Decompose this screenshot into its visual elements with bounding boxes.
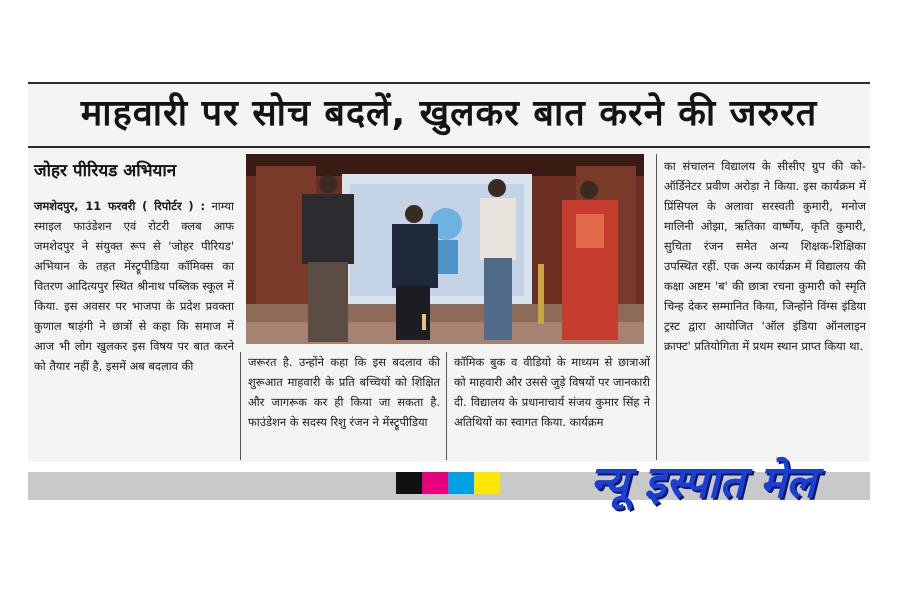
headline-rule bbox=[28, 146, 870, 148]
registration-swatch-cyan bbox=[448, 472, 474, 494]
column-divider bbox=[656, 154, 657, 460]
subheadline: जोहर पीरियड अभियान bbox=[34, 161, 177, 181]
event-photo-illustration bbox=[246, 154, 644, 344]
registration-swatch-black bbox=[396, 472, 422, 494]
article-column-2 bbox=[248, 352, 440, 460]
column-divider bbox=[240, 352, 241, 460]
masthead-logo: न्यू इस्पात मेल bbox=[590, 457, 816, 508]
column-2-text: जरूरत है. उन्होंने कहा कि इस बदलाव की शुरूआत माहवारी के प्रति बच्चियों को शिक्षित और जागरूक कर ही किया जा सकता है. फाउंडेशन के सदस्य रिशु रंजन ने मेंस्ट्रूपीडिया bbox=[248, 355, 440, 429]
column-4-text: का संचालन विद्यालय के सीसीए ग्रुप की को-ऑर्डिनेटर प्रवीण अरोड़ा ने किया. इस कार्यक्रम में प्रिंसिपल के अलावा सरस्वती कुमारी, मनोज मालिनी ओझा, ऋतिका वार्ष्णेय, कृति कुमारी, सुचिता रंजन समेत अन्य शिक्षक-शिक्षिका उपस्थित रहीं. एक अन्य कार्यक्रम में विद्यालय की कक्षा अष्टम 'ब' की छात्रा रचना कुमारी को स्मृति चिन्ह देकर सम्मानित किया, जिन्होंने विंग्स इंडिया ट्रस्ट द्वारा आयोजित 'ऑल इंडिया ऑनलाइन क्राफ्ट' प्रतियोगिता में प्रथम स्थान प्राप्त किया था. bbox=[664, 159, 866, 353]
column-1-text: नाम्या स्माइल फाउंडेशन एवं रोटरी क्लब आफ जमशेदपुर ने संयुक्त रूप से 'जोहर पीरियड' अभियान के तहत मेंस्ट्रूपीडिया कॉमिक्स का वितरण आदित्यपुर स्थित श्रीनाथ पब्लिक स्कूल में किया. इस अवसर पर भाजपा के प्रदेश प्रवक्ता कुणाल षाड़ंगी ने छात्रों से कहा कि समाज में आज भी लोग खुलकर इस विषय पर बात करने को तैयार नहीं है, इसमें अब बदलाव की bbox=[34, 199, 234, 373]
article-column-3 bbox=[454, 352, 650, 460]
article-column-4 bbox=[664, 156, 866, 460]
column-divider bbox=[446, 352, 447, 460]
top-rule bbox=[28, 82, 870, 84]
dateline: जमशेदपुर, 11 फरवरी ( रिपोर्टर ) : bbox=[34, 199, 205, 213]
column-3-text: कॉमिक बुक व वीडियो के माध्यम से छात्राओं को माहवारी और उससे जुड़े विषयों पर जानकारी दी. विद्यालय के प्रधानाचार्य संजय कुमार सिंह ने अतिथियों का स्वागत किया. कार्यक्रम bbox=[454, 355, 650, 429]
event-photo bbox=[246, 154, 644, 344]
registration-swatch-yellow bbox=[474, 472, 500, 494]
registration-swatch-magenta bbox=[422, 472, 448, 494]
article-column-1 bbox=[34, 196, 234, 460]
headline: माहवारी पर सोच बदलें, खुलकर बात करने की जरुरत bbox=[80, 93, 818, 134]
